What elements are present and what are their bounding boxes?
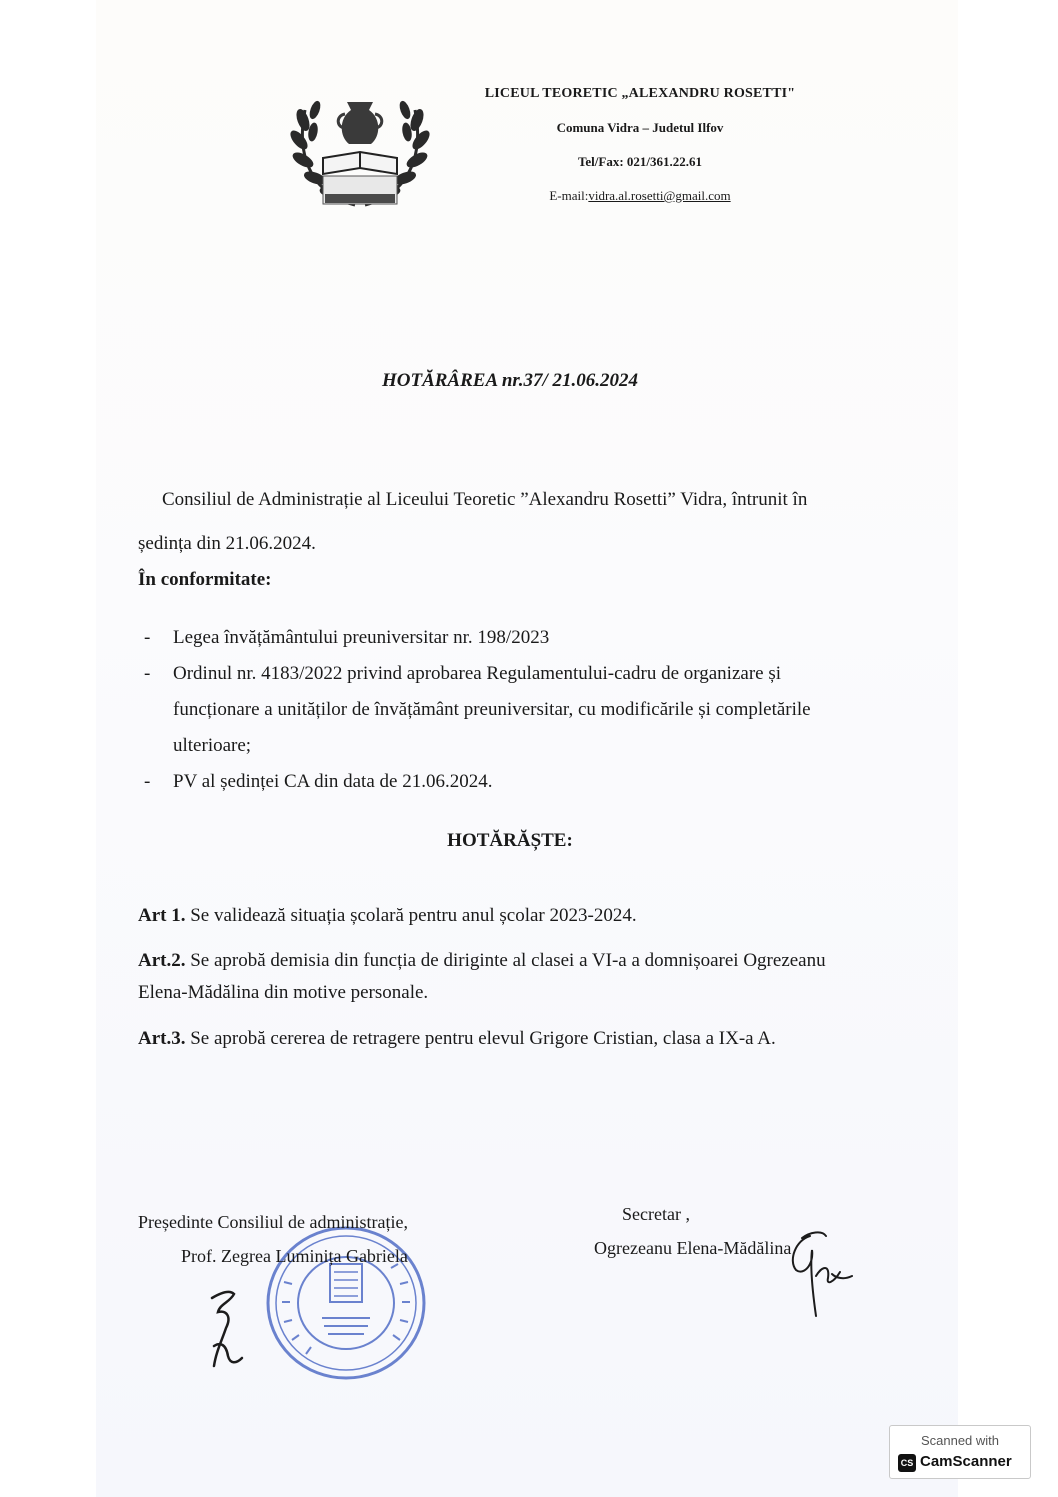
secretary-role: Secretar , [622, 1204, 690, 1224]
list-item: - Legea învățământului preuniversitar nr. 198/2023 [138, 620, 858, 656]
president-role: Președinte Consiliul de administrație, [138, 1212, 408, 1232]
watermark-brand: CamScanner [920, 1453, 1012, 1470]
article-text: Se aprobă demisia din funcția de diriginte al clasei a VI-a a domnișoarei Ogrezeanu Elena-Mădălina din motive personale. [138, 950, 826, 1003]
article-text: Se aprobă cererea de retragere pentru elevul Grigore Cristian, clasa a IX-a A. [190, 1028, 776, 1049]
list-item: - PV al ședinței CA din data de 21.06.2024. [138, 764, 858, 800]
school-logo [285, 80, 435, 220]
article-label: Art 1. [138, 905, 186, 926]
president-signature [200, 1282, 260, 1372]
conformity-heading: În conformitate: [138, 569, 272, 590]
article-label: Art.3. [138, 1028, 186, 1049]
secretary-signature [782, 1226, 854, 1326]
email-link[interactable]: vidra.al.rosetti@gmail.com [588, 188, 731, 203]
camscanner-logo-icon: CS [898, 1454, 916, 1472]
secretary-name: Ogrezeanu Elena-Mădălina [594, 1238, 792, 1258]
list-item: - Ordinul nr. 4183/2022 privind aprobarea Regulamentului-cadru de organizare și funcționare a unităților de învățământ preuniversitar, cu modificările și completările ulterioare; [138, 656, 858, 764]
watermark-caption: Scanned with [920, 1433, 1000, 1448]
president-name: Prof. Zegrea Luminița Gabriela [181, 1246, 408, 1266]
intro-paragraph: Consiliul de Administrație al Liceului Teoretic ”Alexandru Rosetti” Vidra, întrunit în ședința din 21.06.2024. [138, 489, 808, 554]
conformity-list [138, 620, 858, 800]
school-header [470, 86, 810, 203]
school-name: LICEUL TEORETIC „ALEXANDRU ROSETTI" [484, 86, 796, 101]
camscanner-watermark [889, 1425, 1031, 1479]
document-title: HOTĂRÂREA nr.37/ 21.06.2024 [381, 370, 639, 391]
article-3 [138, 1023, 838, 1055]
school-location: Comuna Vidra – Judetul Ilfov [556, 120, 724, 135]
decides-heading: HOTĂRĂȘTE: [447, 830, 573, 851]
article-text: Se validează situația școlară pentru anul școlar 2023-2024. [190, 905, 637, 926]
school-telfax: Tel/Fax: 021/361.22.61 [577, 154, 703, 169]
article-1 [138, 900, 838, 932]
email-label: E-mail: [549, 188, 589, 203]
school-email-line [470, 188, 810, 204]
article-label: Art.2. [138, 950, 186, 971]
article-2 [138, 945, 838, 1009]
